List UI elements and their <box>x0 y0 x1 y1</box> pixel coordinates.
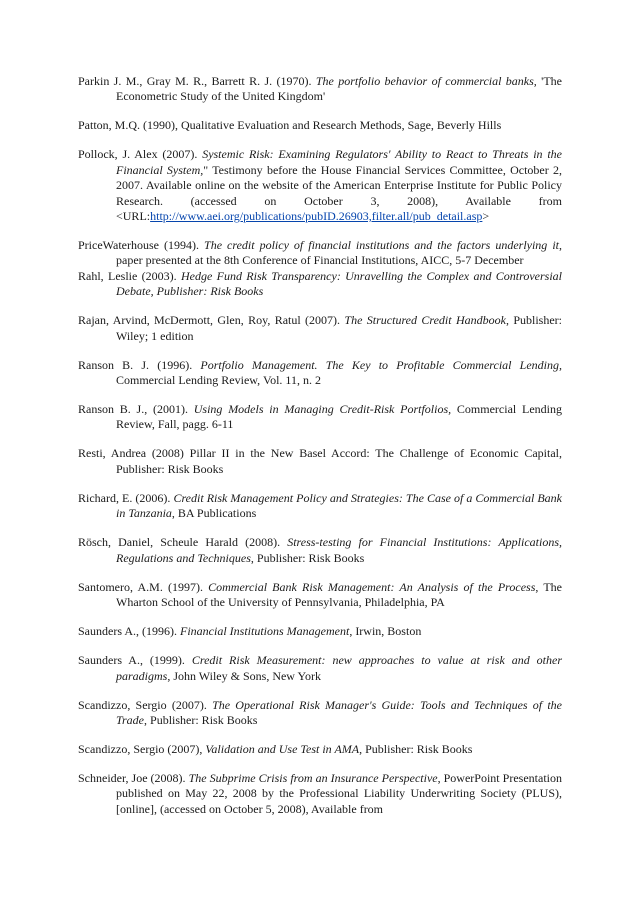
reference-entry: Patton, M.Q. (1990), Qualitative Evaluation and Research Methods, Sage, Beverly Hills <box>78 118 502 133</box>
reference-entry: Scandizzo, Sergio (2007), Validation and Use Test in AMA, Publisher: Risk Books <box>78 741 473 756</box>
reference-entry: Rahl, Leslie (2003). Hedge Fund Risk Transparency: Unravelling the Complex and Controversial Debate, Publisher: Risk Books <box>78 268 562 299</box>
reference-entry: Santomero, A.M. (1997). Commercial Bank Risk Management: An Analysis of the Process, The Wharton School of the University of Pennsylvania, Philadelphia, PA <box>78 579 562 610</box>
reference-entry: PriceWaterhouse (1994). The credit policy of financial institutions and the factors underlying it, paper presented at the 8th Conference of Financial Institutions, AICC, 5-7 December <box>78 238 562 268</box>
reference-url-link[interactable]: http://www.aei.org/publications/pubID.26903,filter.all/pub_detail.asp <box>150 209 483 224</box>
reference-entry: Rajan, Arvind, McDermott, Glen, Roy, Ratul (2007). The Structured Credit Handbook, Publisher: Wiley; 1 edition <box>78 313 562 343</box>
reference-entry: Pollock, J. Alex (2007). Systemic Risk: Examining Regulators' Ability to React to Threats in the Financial System," Testimony before the House Financial Services Committee, October 2, 2007. Available online on the website of the American Enterprise Institute for Public Policy Research. (accessed on October 3, 2008), Available from <URL:http://www.aei.org/publications/pubID.26903,filter.all/pub_detail.asp> <box>78 147 563 224</box>
reference-entry: Schneider, Joe (2008). The Subprime Crisis from an Insurance Perspective, PowerPoint Presentation published on May 22, 2008 by the Professional Liability Underwriting Society (PLUS), [online], (accessed on October 5, 2008), Available from <box>78 770 562 816</box>
reference-entry: Saunders A., (1996). Financial Institutions Management, Irwin, Boston <box>78 624 422 639</box>
reference-entry: Rösch, Daniel, Scheule Harald (2008). Stress-testing for Financial Institutions: Applications, Regulations and Techniques, Publisher: Risk Books <box>78 535 562 565</box>
reference-entry: Parkin J. M., Gray M. R., Barrett R. J. (1970). The portfolio behavior of commercial banks, 'The Econometric Study of the United Kingdom' <box>78 74 562 104</box>
reference-entry: Ranson B. J. (1996). Portfolio Management. The Key to Profitable Commercial Lending, Commercial Lending Review, Vol. 11, n. 2 <box>78 357 563 388</box>
reference-entry: Ranson B. J., (2001). Using Models in Managing Credit-Risk Portfolios, Commercial Lending Review, Fall, pagg. 6-11 <box>78 402 563 432</box>
reference-entry: Resti, Andrea (2008) Pillar II in the New Basel Accord: The Challenge of Economic Capital, Publisher: Risk Books <box>78 446 562 476</box>
reference-list <box>78 74 562 831</box>
reference-entry: Richard, E. (2006). Credit Risk Management Policy and Strategies: The Case of a Commercial Bank in Tanzania, BA Publications <box>78 490 562 521</box>
reference-entry: Saunders A., (1999). Credit Risk Measurement: new approaches to value at risk and other paradigms, John Wiley & Sons, New York <box>78 653 562 683</box>
reference-entry: Scandizzo, Sergio (2007). The Operational Risk Manager's Guide: Tools and Techniques of the Trade, Publisher: Risk Books <box>78 697 562 727</box>
